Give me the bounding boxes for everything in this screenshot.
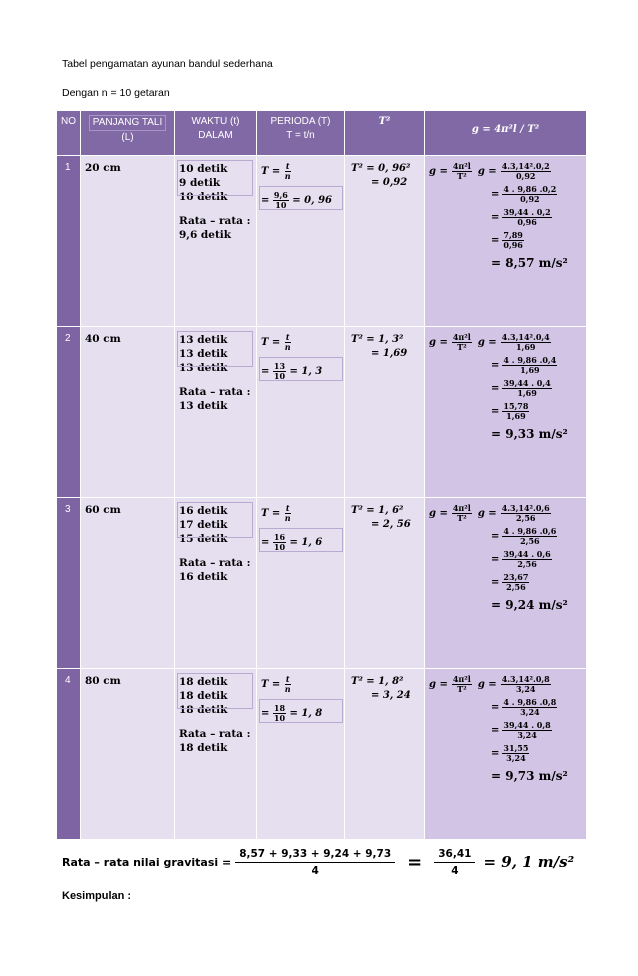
gravity-result: = 9,73 m/s² [491, 769, 568, 783]
g-step-fraction: $\frac{39,44 . 0,6}{2,56}$ [503, 549, 551, 569]
g-step-fraction: $\frac{15,78}{1,69}$ [503, 401, 529, 421]
header-period: PERIODA (T) T = t/n [257, 111, 345, 156]
g-step-fraction: $\frac{4 . 9,86 .0,2}{0,92}$ [503, 184, 557, 204]
g-step-fraction: $\frac{39,44 . 0,4}{1,69}$ [503, 378, 551, 398]
g-step-fraction: $\frac{7,89}{0,96}$ [503, 230, 523, 250]
g-step-fraction: $\frac{\text{4.3,14².0,4}}{1,69}$ [501, 332, 550, 352]
length-cell: 80 cm [81, 669, 175, 840]
period-cell: T = $\frac{t}{n}$ = $\frac{13}{10}$ = 1, 3 [257, 327, 345, 498]
length-cell: 20 cm [81, 156, 175, 327]
t-squared-cell: T² = 0, 96² = 0,92 [345, 156, 425, 327]
length-cell: 60 cm [81, 498, 175, 669]
time-cell: 13 detik 13 detik 13 detik Rata – rata : 13 detik [175, 327, 257, 498]
average-sum-fraction: $\frac{8,57 + 9,33 + 9,24 + 9,73}{4}$ [235, 846, 395, 879]
period-cell: T = $\frac{t}{n}$ = $\frac{18}{10}$ = 1, 8 [257, 669, 345, 840]
g-step-fraction: $\frac{39,44 . 0,2}{0,96}$ [503, 207, 551, 227]
header-length: PANJANG TALI (L) [81, 111, 175, 156]
t-squared-cell: T² = 1, 6² = 2, 56 [345, 498, 425, 669]
g-step-fraction: $\frac{\text{4.3,14².0,8}}{3,24}$ [501, 674, 550, 694]
gravity-result: = 8,57 m/s² [491, 256, 568, 270]
t-squared-cell: T² = 1, 8² = 3, 24 [345, 669, 425, 840]
g-step-fraction: $\frac{31,55}{3,24}$ [503, 743, 529, 763]
equals-sign: = [407, 851, 423, 873]
gravity-cell: g = $\frac{\text{4π²l}}{\text{T²}}$ g = $\frac{\text{4.3,14².0,6}}{2,56}$ = $\frac{4 . 9,86 .0,6}{2,56}$ = $\frac{39,44 . 0,6}{2,56}$ = $\frac{23,67}{2,56}$ = 9,24 m/s² [425, 498, 587, 669]
g-step-fraction: $\frac{4 . 9,86 .0,4}{1,69}$ [503, 355, 557, 375]
average-label: Rata – rata nilai gravitasi = [62, 855, 232, 869]
time-cell: 10 detik 9 detik 10 detik Rata – rata : 9,6 detik [175, 156, 257, 327]
row-number: 2 [57, 327, 81, 498]
table-row [57, 498, 587, 669]
table-row [57, 669, 587, 840]
time-cell: 16 detik 17 detik 15 detik Rata – rata : 16 detik [175, 498, 257, 669]
average-total-fraction: $\frac{36,41}{4}$ [434, 846, 475, 879]
t-squared-cell: T² = 1, 3² = 1,69 [345, 327, 425, 498]
document-title: Tabel pengamatan ayunan bandul sederhana [62, 58, 273, 70]
g-step-fraction: $\frac{4 . 9,86 .0,6}{2,56}$ [503, 526, 557, 546]
average-result: = 9, 1 m/s² [483, 853, 575, 871]
row-number: 3 [57, 498, 81, 669]
row-number: 1 [57, 156, 81, 327]
gravity-result: = 9,24 m/s² [491, 598, 568, 612]
header-no: NO [57, 111, 81, 156]
gravity-cell: g = $\frac{\text{4π²l}}{\text{T²}}$ g = $\frac{\text{4.3,14².0,2}}{0,92}$ = $\frac{4 . 9,86 .0,2}{0,92}$ = $\frac{39,44 . 0,2}{0,96}$ = $\frac{7,89}{0,96}$ = 8,57 m/s² [425, 156, 587, 327]
period-cell: T = $\frac{t}{n}$ = $\frac{16}{10}$ = 1, 6 [257, 498, 345, 669]
g-step-fraction: $\frac{\text{4.3,14².0,6}}{2,56}$ [501, 503, 550, 523]
g-step-fraction: $\frac{23,67}{2,56}$ [503, 572, 529, 592]
gravity-cell: g = $\frac{\text{4π²l}}{\text{T²}}$ g = $\frac{\text{4.3,14².0,8}}{3,24}$ = $\frac{4 . 9,86 .0,8}{3,24}$ = $\frac{39,44 . 0,8}{3,24}$ = $\frac{31,55}{3,24}$ = 9,73 m/s² [425, 669, 587, 840]
length-cell: 40 cm [81, 327, 175, 498]
document-subtitle: Dengan n = 10 getaran [62, 87, 170, 99]
conclusion-label: Kesimpulan : [62, 890, 132, 902]
gravity-result: = 9,33 m/s² [491, 427, 568, 441]
table-row [57, 327, 587, 498]
table-row [57, 156, 587, 327]
time-cell: 18 detik 18 detik 18 detik Rata – rata : 18 detik [175, 669, 257, 840]
g-step-fraction: $\frac{4 . 9,86 .0,8}{3,24}$ [503, 697, 557, 717]
observation-table [56, 110, 587, 840]
g-step-fraction: $\frac{39,44 . 0,8}{3,24}$ [503, 720, 551, 740]
row-number: 4 [57, 669, 81, 840]
header-time: WAKTU (t) DALAM [175, 111, 257, 156]
g-step-fraction: $\frac{\text{4.3,14².0,2}}{0,92}$ [501, 161, 550, 181]
average-gravity [62, 842, 602, 882]
gravity-cell: g = $\frac{\text{4π²l}}{\text{T²}}$ g = $\frac{\text{4.3,14².0,4}}{1,69}$ = $\frac{4 . 9,86 .0,4}{1,69}$ = $\frac{39,44 . 0,4}{1,69}$ = $\frac{15,78}{1,69}$ = 9,33 m/s² [425, 327, 587, 498]
header-gravity: g = 4π²l / T² [425, 111, 587, 156]
period-cell: T = $\frac{t}{n}$ = $\frac{9,6}{10}$ = 0, 96 [257, 156, 345, 327]
header-t-squared: T² [345, 111, 425, 156]
